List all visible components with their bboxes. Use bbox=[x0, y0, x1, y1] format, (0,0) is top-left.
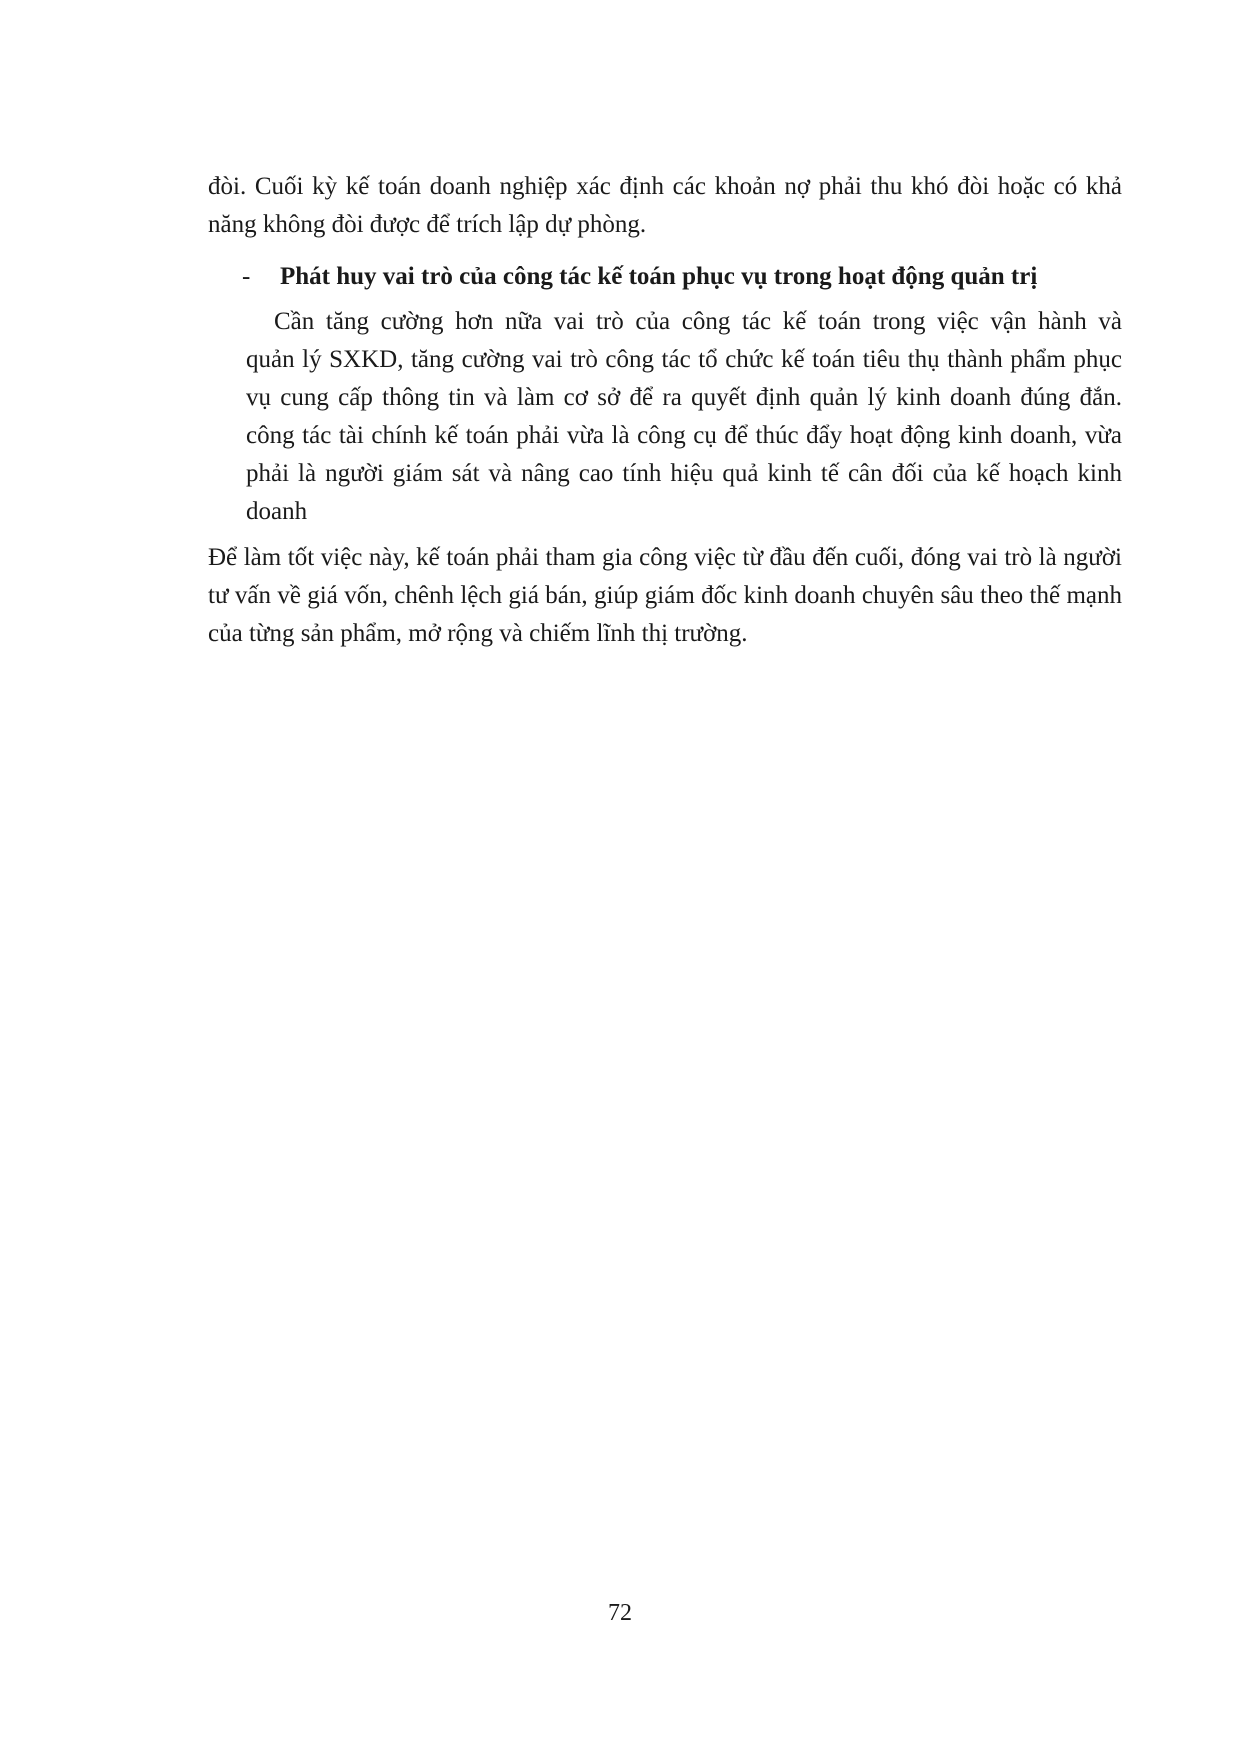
paragraph-provision: đòi. Cuối kỳ kế toán doanh nghiệp xác định các khoản nợ phải thu khó đòi hoặc có khả năng không đòi được để trích lập dự phòng. bbox=[208, 173, 1122, 238]
heading-text: Phát huy vai trò của công tác kế toán phục vụ trong hoạt động quản trị bbox=[280, 263, 1038, 290]
paragraph-role-first-line bbox=[246, 303, 1122, 341]
heading-bullet-dash: - bbox=[242, 263, 251, 290]
document-page-body bbox=[208, 168, 1122, 653]
paragraph-role-block bbox=[208, 303, 1122, 531]
paragraph-role-body: quản lý SXKD, tăng cường vai trò công tác tổ chức kế toán tiêu thụ thành phẩm phục vụ cung cấp thông tin và làm cơ sở để ra quyết định quản lý kinh doanh đúng đắn. công tác tài chính kế toán phải vừa là công cụ để thúc đẩy hoạt động kinh doanh, vừa phải là người giám sát và nâng cao tính hiệu quả kinh tế cân đối của kế hoạch kinh doanh bbox=[246, 346, 1122, 525]
paragraph-accountant-advice: Để làm tốt việc này, kế toán phải tham gia công việc từ đầu đến cuối, đóng vai trò là người tư vấn về giá vốn, chênh lệch giá bán, giúp giám đốc kinh doanh chuyên sâu theo thế mạnh của từng sản phẩm, mở rộng và chiếm lĩnh thị trường. bbox=[208, 544, 1122, 647]
paragraph-role-first-line-text: Cần tăng cường hơn nữa vai trò của công tác kế toán trong việc vận hành và bbox=[274, 308, 1122, 335]
page-number: 72 bbox=[608, 1600, 632, 1626]
section-heading bbox=[208, 258, 1122, 296]
